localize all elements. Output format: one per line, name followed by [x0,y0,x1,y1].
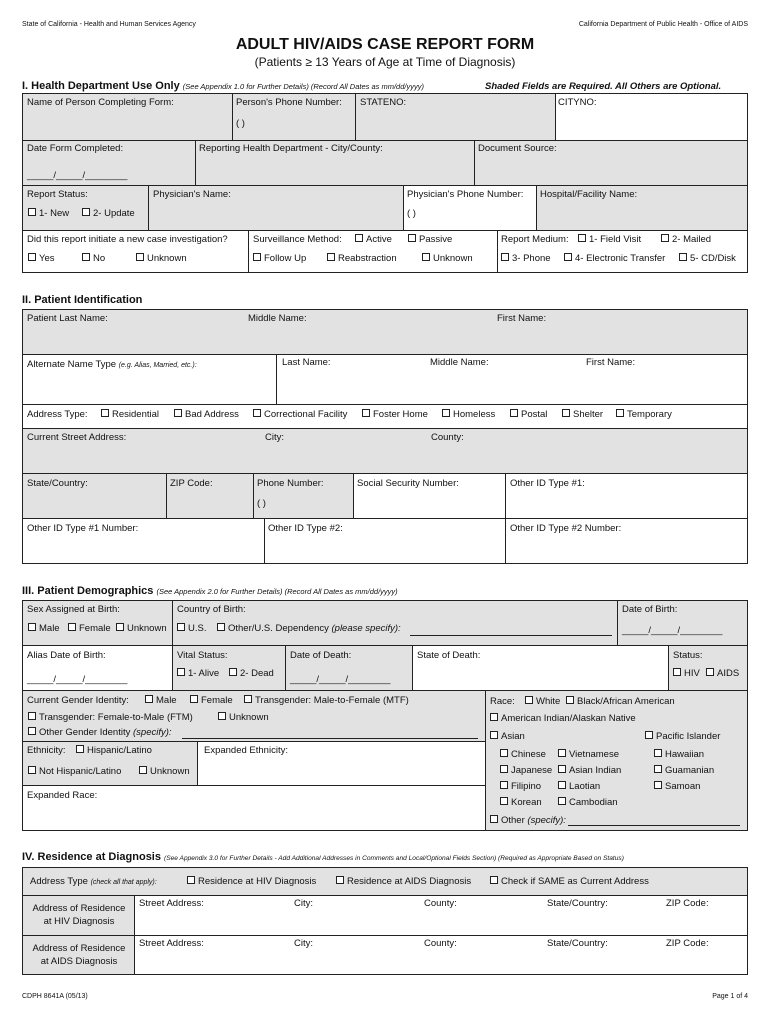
alias-dob-label: Alias Date of Birth: [27,650,106,661]
patient-middle-name-label: Middle Name: [248,313,307,324]
patient-last-name-label: Patient Last Name: [27,313,108,324]
name-completing-input[interactable] [26,108,228,136]
vital-alive[interactable] [177,668,219,679]
addr-postal[interactable] [510,409,547,420]
checkbox-icon [558,749,566,757]
checkbox-icon [500,749,508,757]
option-label: Transgender: Male-to-Female (MTF) [255,695,409,706]
checkbox-icon [190,695,198,703]
option-label: Correctional Facility [264,409,348,420]
reporting-dept-label: Reporting Health Department - City/County: [199,143,383,154]
option-note: (specify): [133,727,172,738]
option-label: 1- Alive [188,668,220,679]
expanded-ethnicity-label: Expanded Ethnicity: [204,745,288,756]
race-samoan[interactable] [654,781,700,792]
cityno-input[interactable] [558,108,744,136]
ssn-label: Social Security Number: [357,478,459,489]
checkbox-icon [28,623,36,631]
option-label: Unknown [433,253,473,264]
section-4-heading: IV. Residence at Diagnosis [22,851,161,863]
checkbox-icon [327,253,335,261]
option-label: Postal [521,409,548,420]
race-other-specify-line[interactable] [568,825,740,826]
shaded-fields-note: Shaded Fields are Required. All Others are Optional. [485,81,722,92]
sex-unknown[interactable] [116,623,167,634]
option-note: (specify): [527,815,566,826]
expanded-race-label: Expanded Race: [27,790,98,801]
zip-code-label: ZIP Code: [170,478,213,489]
stateno-input[interactable] [359,108,551,136]
checkbox-icon [116,623,124,631]
surveillance-unknown[interactable] [422,253,473,264]
race-laotian[interactable] [558,781,600,792]
checkbox-icon [525,696,533,704]
reporting-dept-input[interactable] [199,155,470,181]
option-label: Residence at AIDS Diagnosis [347,876,472,887]
physician-name-input[interactable] [152,201,398,227]
status-aids[interactable] [706,668,739,679]
option-label: Check if SAME as Current Address [501,876,649,887]
checkbox-icon [218,712,226,720]
option-label: American Indian/Alaskan Native [501,713,636,724]
option-label: Not Hispanic/Latino [39,766,122,777]
res-hiv-row-label [25,902,133,928]
checkbox-icon [408,234,416,242]
initiate-yes[interactable] [28,253,55,264]
other-id1-number-label: Other ID Type #1 Number: [27,523,139,534]
gender-other[interactable] [28,727,172,738]
street-address-label: Current Street Address: [27,432,127,443]
race-japanese[interactable] [500,765,552,776]
checkbox-icon [68,623,76,631]
city-label: City: [265,432,284,443]
checkbox-icon [76,745,84,753]
ethnicity-not-hispanic[interactable] [28,766,121,777]
gender-mtf[interactable] [244,695,409,706]
surveillance-reabstraction[interactable] [327,253,397,264]
checkbox-icon [510,409,518,417]
option-label: Unknown [150,766,190,777]
option-label: Residential [112,409,159,420]
checkbox-icon [679,253,687,261]
res-aids-county-label: County: [424,938,457,949]
option-label: Cambodian [569,797,618,808]
option-label: White [536,696,561,707]
option-label: Active [366,234,392,245]
section-3-heading: III. Patient Demographics [22,585,154,597]
option-label: Bad Address [185,409,239,420]
res-hiv-county-label: County: [424,898,457,909]
country-us[interactable] [177,623,206,634]
option-label: Transgender: Female-to-Male (FTM) [39,712,193,723]
option-label: Filipino [511,781,542,792]
country-other-dependency[interactable] [217,623,401,634]
checkbox-icon [253,253,261,261]
gender-identity-label: Current Gender Identity: [27,695,129,706]
surveillance-active[interactable] [355,234,392,245]
checkbox-icon [490,731,498,739]
race-filipino[interactable] [500,781,541,792]
res-aids-line2: at AIDS Diagnosis [40,956,118,967]
option-note: (please specify): [331,623,401,634]
option-label: Residence at HIV Diagnosis [198,876,317,887]
option-label: Foster Home [373,409,428,420]
race-other[interactable] [490,815,566,826]
sex-female[interactable] [68,623,111,634]
res-hiv-street-label: Street Address: [139,898,204,909]
sex-at-birth-label: Sex Assigned at Birth: [27,604,120,615]
res-hiv-address-input[interactable] [138,910,744,932]
option-label: Passive [419,234,453,245]
form-id: CDPH 8641A (05/13) [22,993,88,1000]
race-guamanian[interactable] [654,765,714,776]
option-label: Other/U.S. Dependency [228,623,329,634]
res-hiv-state-label: State/Country: [547,898,608,909]
checkbox-icon [28,253,36,261]
checkbox-icon [558,765,566,773]
option-label: Unknown [229,712,269,723]
country-specify-line[interactable] [410,635,612,636]
surveillance-label: Surveillance Method: [253,234,342,245]
option-label: Japanese [511,765,553,776]
gender-ftm[interactable] [28,712,193,723]
checkbox-icon [229,668,237,676]
checkbox-icon [564,253,572,261]
checkbox-icon [562,409,570,417]
phone-number-label: Phone Number: [257,478,324,489]
alt-name-input[interactable] [281,370,744,400]
race-asian[interactable] [490,731,525,742]
res-aids-zip-label: ZIP Code: [666,938,709,949]
checkbox-icon [654,765,662,773]
option-label: Unknown [127,623,167,634]
option-label: 2- Dead [240,668,274,679]
checkbox-icon [654,749,662,757]
surveillance-passive[interactable] [408,234,452,245]
race-black[interactable] [566,696,675,707]
option-label: Pacific Islander [656,731,721,742]
res-hiv-line1: Address of Residence [32,903,126,914]
option-label: Reabstraction [338,253,397,264]
addr-correctional[interactable] [253,409,347,420]
res-aids-state-label: State/Country: [547,938,608,949]
race-label: Race: [490,696,515,707]
res-check-all-note: (check all that apply): [90,879,157,886]
medium-mailed[interactable] [661,234,711,245]
current-address-input[interactable] [26,444,744,470]
checkbox-icon [645,731,653,739]
addr-foster-home[interactable] [362,409,428,420]
other-id1-label: Other ID Type #1: [510,478,585,489]
medium-field-visit[interactable] [578,234,641,245]
option-label: Vietnamese [569,749,619,760]
report-status-label: Report Status: [27,189,88,200]
section-1-heading: I. Health Department Use Only [22,80,180,92]
gender-unknown[interactable] [218,712,269,723]
gender-male[interactable] [145,695,177,706]
checkbox-icon [616,409,624,417]
checkbox-icon [28,712,36,720]
physician-name-label: Physician's Name: [153,189,231,200]
doc-source-label: Document Source: [478,143,557,154]
option-label: Temporary [627,409,672,420]
alt-name-type-eg: (e.g. Alias, Married, etc.): [118,362,197,369]
medium-electronic[interactable] [564,253,665,264]
res-hiv-zip-label: ZIP Code: [666,898,709,909]
patient-name-input[interactable] [26,325,744,351]
alt-middle-name-label: Middle Name: [430,357,489,368]
res-same-checkbox[interactable] [490,876,649,887]
checkbox-icon [654,781,662,789]
initiate-question: Did this report initiate a new case investigation? [27,234,228,245]
checkbox-icon [244,695,252,703]
checkbox-icon [500,797,508,805]
option-label: Samoan [665,781,701,792]
checkbox-icon [362,409,370,417]
status-label: Status: [673,650,703,661]
checkbox-icon [217,623,225,631]
checkbox-icon [661,234,669,242]
addr-temporary[interactable] [616,409,672,420]
checkbox-icon [558,797,566,805]
res-address-type-text: Address Type [30,876,88,887]
option-label: Unknown [147,253,187,264]
checkbox-icon [500,765,508,773]
checkbox-icon [355,234,363,242]
option-label: Chinese [511,749,546,760]
option-label: Homeless [453,409,496,420]
other-id2-label: Other ID Type #2: [268,523,343,534]
option-label: 2- Update [93,208,135,219]
res-aids-address-input[interactable] [138,950,744,972]
patient-first-name-label: First Name: [497,313,547,324]
ethnicity-hispanic[interactable] [76,745,152,756]
option-label: 3- Phone [512,253,551,264]
option-label: HIV [684,668,700,679]
addr-shelter[interactable] [562,409,603,420]
race-korean[interactable] [500,797,542,808]
checkbox-icon [490,815,498,823]
alt-name-type-label [27,359,197,370]
section-2-title: II. Patient Identification [22,294,143,306]
option-label: Korean [511,797,542,808]
race-hawaiian[interactable] [654,749,704,760]
checkbox-icon [253,409,261,417]
res-aids-street-label: Street Address: [139,938,204,949]
checkbox-icon [82,253,90,261]
res-aids-city-label: City: [294,938,313,949]
option-label: Other [501,815,525,826]
option-label: 1- New [39,208,70,219]
option-label: Guamanian [665,765,715,776]
addr-bad-address[interactable] [174,409,239,420]
section-1-note: (See Appendix 1.0 for Further Details) (Record All Dates as mm/dd/yyyy) [182,82,424,91]
option-label: Hawaiian [665,749,705,760]
checkbox-icon [139,766,147,774]
race-pacific-islander[interactable] [645,731,720,742]
report-medium-label: Report Medium: [501,234,569,245]
addr-residential[interactable] [101,409,159,420]
option-label: Laotian [569,781,601,792]
checkbox-icon [28,727,36,735]
stateno-label: STATENO: [360,97,407,108]
persons-phone-label: Person's Phone Number: [236,97,342,108]
dod-label: Date of Death: [290,650,352,661]
checkbox-icon [82,208,90,216]
address-type-label: Address Type: [27,409,88,420]
option-label: Male [156,695,177,706]
section-1-title [22,80,424,92]
option-label: 1- Field Visit [589,234,642,245]
page-number: Page 1 of 4 [712,993,748,1000]
checkbox-icon [28,766,36,774]
checkbox-icon [442,409,450,417]
checkbox-icon [490,713,498,721]
res-address-type-label [30,876,157,887]
checkbox-icon [673,668,681,676]
date-completed-label: Date Form Completed: [27,143,124,154]
checkbox-icon [177,623,185,631]
checkbox-icon [101,409,109,417]
race-white[interactable] [525,696,560,707]
race-cambodian[interactable] [558,797,618,808]
res-hiv-city-label: City: [294,898,313,909]
name-completing-label: Name of Person Completing Form: [27,97,174,108]
checkbox-icon [566,696,574,704]
department-header: California Department of Public Health - Office of AIDS [578,21,748,28]
checkbox-icon [501,253,509,261]
race-native[interactable] [490,713,636,724]
state-country-label: State/Country: [27,478,88,489]
option-label: Female [201,695,233,706]
doc-source-input[interactable] [478,155,744,181]
medium-cd-disk[interactable] [679,253,736,264]
option-label: No [93,253,106,264]
checkbox-icon [490,876,498,884]
hospital-label: Hospital/Facility Name: [540,189,638,200]
report-status-new[interactable] [28,208,69,219]
option-label: Asian Indian [569,765,622,776]
option-label: AIDS [717,668,740,679]
agency-header: State of California - Health and Human Services Agency [22,21,196,28]
race-chinese[interactable] [500,749,546,760]
option-label: Shelter [573,409,604,420]
option-label: 5- CD/Disk [690,253,736,264]
section-3-title [22,585,398,597]
physician-phone-label: Physician's Phone Number: [407,189,524,200]
form-title: ADULT HIV/AIDS CASE REPORT FORM [235,36,535,53]
checkbox-icon [136,253,144,261]
phone-number-input[interactable]: ( ) [257,498,266,509]
dod-input[interactable]: _____/_____/________ [290,674,391,685]
checkbox-icon [706,668,714,676]
checkbox-icon [336,876,344,884]
race-asian-indian[interactable] [558,765,621,776]
gender-specify-line[interactable] [182,738,478,739]
physician-phone-input[interactable]: ( ) [407,208,416,219]
option-label: Male [39,623,60,634]
alt-name-type-text: Alternate Name Type [27,359,117,370]
section-3-note: (See Appendix 2.0 for Further Details) (Record All Dates as mm/dd/yyyy) [156,587,398,596]
medium-phone[interactable] [501,253,551,264]
dob-input[interactable]: _____/_____/________ [622,625,723,636]
option-label: 2- Mailed [672,234,712,245]
vital-dead[interactable] [229,668,274,679]
section-4-note: (See Appendix 3.0 for Further Details - Add Additional Addresses in Comments and Local/Optional Fields Section) (Required as Appropriate Based on Status) [164,855,624,862]
res-aids-line1: Address of Residence [32,943,126,954]
addr-homeless[interactable] [442,409,495,420]
option-label: Hispanic/Latino [87,745,152,756]
surveillance-follow-up[interactable] [253,253,306,264]
section-4-title [22,851,624,863]
report-status-update[interactable] [82,208,135,219]
other-id2-number-label: Other ID Type #2 Number: [510,523,622,534]
checkbox-icon [28,208,36,216]
initiate-unknown[interactable] [136,253,187,264]
alias-dob-input[interactable]: _____/_____/________ [27,674,128,685]
checkbox-icon [174,409,182,417]
ethnicity-unknown[interactable] [139,766,190,777]
vital-status-label: Vital Status: [177,650,228,661]
date-completed-input[interactable]: _____/_____/________ [27,170,128,181]
hospital-input[interactable] [540,201,744,227]
option-label: Yes [39,253,55,264]
gender-female[interactable] [190,695,233,706]
checkbox-icon [145,695,153,703]
persons-phone-input[interactable]: ( ) [236,118,245,129]
race-vietnamese[interactable] [558,749,619,760]
state-death-label: State of Death: [417,650,481,661]
cityno-label: CITYNO: [558,97,597,108]
country-birth-label: Country of Birth: [177,604,246,615]
checkbox-icon [500,781,508,789]
checkbox-icon [177,668,185,676]
checkbox-icon [558,781,566,789]
res-aids-row-label [25,942,133,968]
checkbox-icon [578,234,586,242]
option-label: Follow Up [264,253,307,264]
option-label: Asian [501,731,525,742]
option-label: 4- Electronic Transfer [575,253,666,264]
status-hiv[interactable] [673,668,700,679]
option-label: Black/African American [577,696,675,707]
dob-label: Date of Birth: [622,604,678,615]
sex-male[interactable] [28,623,60,634]
initiate-no[interactable] [82,253,105,264]
option-label: Female [79,623,111,634]
alt-last-name-label: Last Name: [282,357,331,368]
res-hiv-checkbox[interactable] [187,876,316,887]
form-subtitle: (Patients ≥ 13 Years of Age at Time of Diagnosis) [254,55,516,69]
ethnicity-label: Ethnicity: [27,745,66,756]
option-label: U.S. [188,623,207,634]
option-label: Other Gender Identity [39,727,131,738]
checkbox-icon [422,253,430,261]
checkbox-icon [187,876,195,884]
county-label: County: [431,432,464,443]
alt-first-name-label: First Name: [586,357,636,368]
res-hiv-line2: at HIV Diagnosis [43,916,115,927]
res-aids-checkbox[interactable] [336,876,471,887]
